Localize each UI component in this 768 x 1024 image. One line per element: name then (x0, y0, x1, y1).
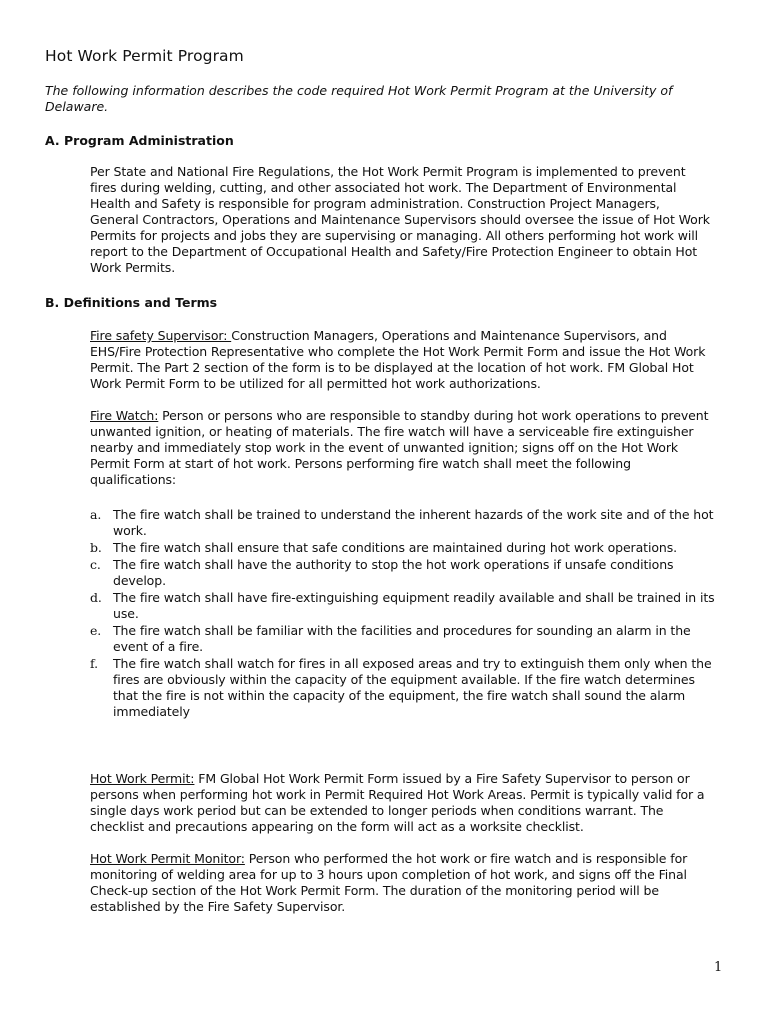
qualification-marker-c: c. (90, 557, 101, 572)
fire-safety-supervisor-definition (90, 328, 710, 392)
fire-watch-qualifications-list (90, 507, 716, 721)
qualification-text-d: The fire watch shall have fire-extinguishing equipment readily available and shall be trained in its use. (113, 590, 715, 621)
document-title: Hot Work Permit Program (45, 47, 244, 65)
qualification-item-b (90, 540, 716, 556)
intro-text: The following information describes the code required Hot Work Permit Program at the University of Delaware. (45, 83, 673, 114)
qualification-text-b: The fire watch shall ensure that safe conditions are maintained during hot work operations. (113, 540, 677, 555)
qualification-marker-d: d. (90, 590, 102, 605)
qualification-item-f (90, 656, 716, 720)
hot-work-permit-definition (90, 771, 710, 835)
qualification-text-a: The fire watch shall be trained to understand the inherent hazards of the work site and of the hot work. (113, 507, 714, 538)
qualification-text-e: The fire watch shall be familiar with the facilities and procedures for sounding an alarm in the event of a fire. (113, 623, 691, 654)
section-a-heading: A. Program Administration (45, 133, 234, 148)
fire-safety-supervisor-term: Fire safety Supervisor: (90, 328, 232, 343)
fire-watch-term: Fire Watch: (90, 408, 159, 423)
qualification-item-d (90, 590, 716, 622)
hot-work-permit-text: FM Global Hot Work Permit Form issued by a Fire Safety Supervisor to person or persons when performing hot work in Permit Required Hot Work Areas. Permit is typically valid for a single days work period but can be extended to longer periods when conditions warrant. The checklist and precautions appearing on the form will act as a worksite checklist. (90, 771, 705, 834)
qualification-marker-f: f. (90, 656, 98, 671)
fire-safety-supervisor-text: Construction Managers, Operations and Maintenance Supervisors, and EHS/Fire Protection Representative who complete the Hot Work Permit Form and issue the Hot Work Permit. The Part 2 section of the form is to be displayed at the location of hot work. FM Global Hot Work Permit Form to be utilized for all permitted hot work authorizations. (90, 328, 706, 391)
qualification-text-f: The fire watch shall watch for fires in all exposed areas and try to extinguish them only when the fires are obviously within the capacity of the equipment available. If the fire watch determines that the fire is not within the capacity of the equipment, the fire watch shall sound the alarm immediately (113, 656, 712, 719)
hot-work-permit-monitor-definition (90, 851, 710, 915)
qualification-item-a (90, 507, 716, 539)
page-number: 1 (714, 960, 723, 975)
qualification-text-c: The fire watch shall have the authority to stop the hot work operations if unsafe conditions develop. (113, 557, 674, 588)
program-administration-paragraph: Per State and National Fire Regulations, the Hot Work Permit Program is implemented to prevent fires during welding, cutting, and other associated hot work. The Department of Environmental Health and Safety is responsible for program administration. Construction Project Managers, General Contractors, Operations and Maintenance Supervisors should oversee the issue of Hot Work Permits for projects and jobs they are supervising or managing. All others performing hot work will report to the Department of Occupational Health and Safety/Fire Protection Engineer to obtain Hot Work Permits. (90, 164, 710, 275)
qualification-marker-e: e. (90, 623, 102, 638)
fire-watch-text: Person or persons who are responsible to standby during hot work operations to prevent unwanted ignition, or heating of materials. The fire watch will have a serviceable fire extinguisher nearby and immediately stop work in the event of unwanted ignition; signs off on the Hot Work Permit Form at start of hot work. Persons performing fire watch shall meet the following qualifications: (90, 408, 709, 487)
section-b-heading: B. Definitions and Terms (45, 295, 218, 310)
hot-work-permit-monitor-term: Hot Work Permit Monitor: (90, 851, 245, 866)
hot-work-permit-term: Hot Work Permit: (90, 771, 195, 786)
qualification-marker-a: a. (90, 507, 102, 522)
qualification-item-e (90, 623, 716, 655)
hot-work-permit-monitor-text: Person who performed the hot work or fire watch and is responsible for monitoring of welding area for up to 3 hours upon completion of hot work, and signs off the Final Check-up section of the Hot Work Permit Form. The duration of the monitoring period will be established by the Fire Safety Supervisor. (90, 851, 688, 914)
qualification-item-c (90, 557, 716, 589)
fire-watch-definition (90, 408, 710, 488)
qualification-marker-b: b. (90, 540, 102, 555)
